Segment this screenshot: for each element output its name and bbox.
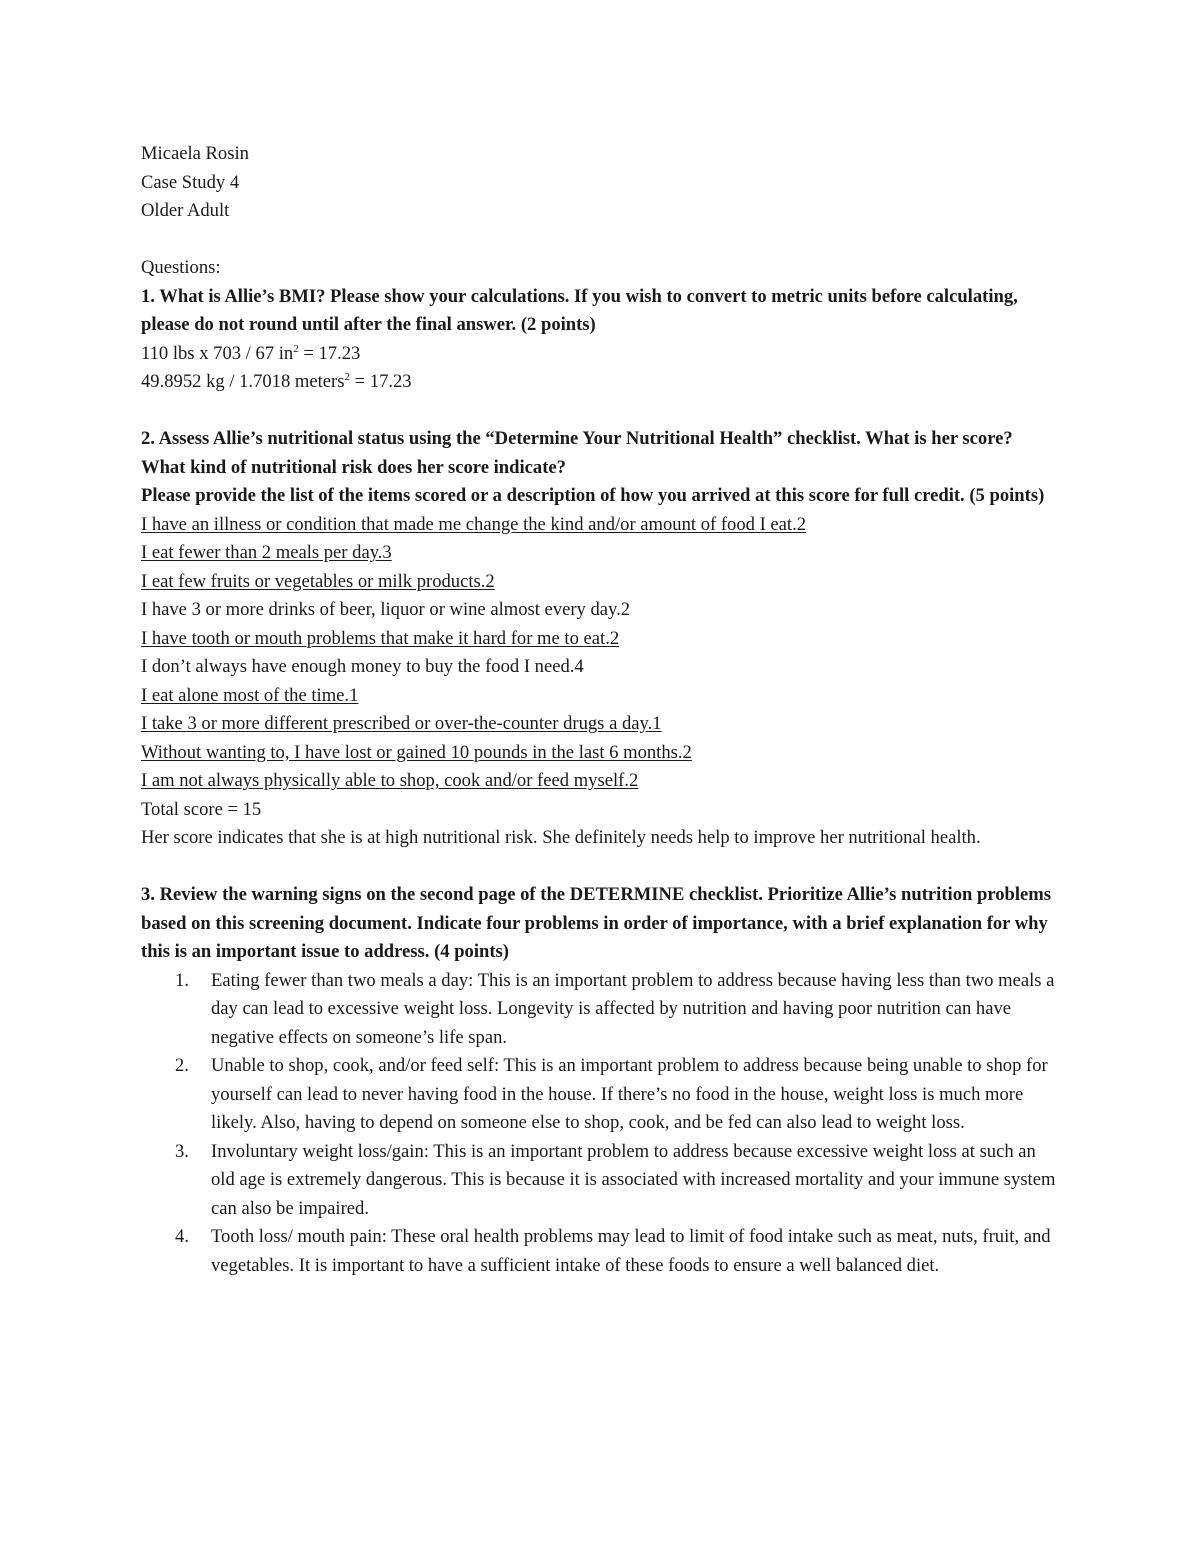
- checklist-item: Without wanting to, I have lost or gained 10 pounds in the last 6 months.2: [141, 741, 692, 763]
- document-title: Case Study 4: [141, 171, 240, 193]
- calc-result: = 17.23: [349, 371, 412, 392]
- calc-result: = 17.23: [298, 342, 361, 364]
- checklist-item: I eat few fruits or vegetables or milk products.2: [141, 570, 495, 592]
- list-item: [141, 967, 1061, 1053]
- list-item: [141, 1138, 1061, 1224]
- checklist-item: I eat alone most of the time.1: [141, 684, 359, 706]
- checklist-item: I take 3 or more different prescribed or over-the-counter drugs a day.1: [141, 713, 662, 734]
- list-item: [141, 1223, 1061, 1280]
- checklist: [141, 511, 1061, 796]
- problem-list: [141, 967, 1061, 1281]
- question-2-instructions: Please provide the list of the items scored or a description of how you arrived at this score for full credit. (5 points): [141, 485, 1045, 506]
- bmi-calculation-imperial: [141, 340, 1061, 369]
- calc-text: 49.8952 kg / 1.7018 meters: [141, 371, 345, 392]
- checklist-item: I am not always physically able to shop, cook and/or feed myself.2: [141, 770, 639, 791]
- list-number: 4.: [175, 1226, 189, 1247]
- exponent: 2: [344, 370, 350, 383]
- question-3-prompt: 3. Review the warning signs on the second page of the DETERMINE checklist. Prioritize Allie’s nutrition problems based on this screening document. Indicate four problems in order of importance, with a brief explanation for why this is an important issue to address. (4 points): [141, 884, 1052, 962]
- list-item: [141, 1052, 1061, 1138]
- spacer: [141, 853, 1061, 882]
- checklist-item: I have tooth or mouth problems that make it hard for me to eat.2: [141, 627, 620, 649]
- score-interpretation: Her score indicates that she is at high nutritional risk. She definitely needs help to improve her nutritional health.: [141, 827, 981, 848]
- list-number: 3.: [175, 1140, 189, 1162]
- list-number: 1.: [175, 969, 189, 991]
- list-item-text: Unable to shop, cook, and/or feed self: This is an important problem to address because being unable to shop for yourself can lead to never having food in the house. If there’s no food in the house, weight loss is much more likely. Also, having to depend on someone else to shop, cook, and be fed can also lead to weight loss.: [211, 1055, 1048, 1133]
- list-item-text: Involuntary weight loss/gain: This is an important problem to address because excessive weight loss at such an old age is extremely dangerous. This is because it is associated with increased mortality and your immune system can also be impaired.: [211, 1140, 1056, 1219]
- spacer: [141, 397, 1061, 426]
- checklist-item: I have 3 or more drinks of beer, liquor or wine almost every day.2: [141, 599, 631, 620]
- exponent: 2: [293, 342, 299, 355]
- list-item-text: Tooth loss/ mouth pain: These oral health problems may lead to limit of food intake such as meat, nuts, fruit, and vegetables. It is important to have a sufficient intake of these foods to ensure a well balanced diet.: [211, 1226, 1051, 1276]
- total-score: Total score = 15: [141, 798, 262, 820]
- spacer: [141, 226, 1061, 255]
- bmi-calculation-metric: [141, 368, 1061, 397]
- calc-text: 110 lbs x 703 / 67 in: [141, 342, 294, 364]
- document-subtitle: Older Adult: [141, 200, 230, 221]
- author-name: Micaela Rosin: [141, 143, 249, 164]
- list-item-text: Eating fewer than two meals a day: This is an important problem to address because having less than two meals a day can lead to excessive weight loss. Longevity is affected by nutrition and having poor nutrition can have negative effects on someone’s life span.: [211, 969, 1055, 1048]
- questions-label: Questions:: [141, 257, 221, 278]
- document-page: [141, 140, 1061, 1280]
- question-2-prompt: 2. Assess Allie’s nutritional status using the “Determine Your Nutritional Health” checklist. What is her score? What kind of nutritional risk does her score indicate?: [141, 428, 1013, 478]
- checklist-item: I don’t always have enough money to buy the food I need.4: [141, 656, 584, 677]
- checklist-item: I have an illness or condition that made me change the kind and/or amount of food I eat.2: [141, 513, 807, 535]
- checklist-item: I eat fewer than 2 meals per day.3: [141, 542, 392, 563]
- question-1-prompt: 1. What is Allie’s BMI? Please show your calculations. If you wish to convert to metric units before calculating, please do not round until after the final answer. (2 points): [141, 285, 1018, 335]
- list-number: 2.: [175, 1055, 189, 1076]
